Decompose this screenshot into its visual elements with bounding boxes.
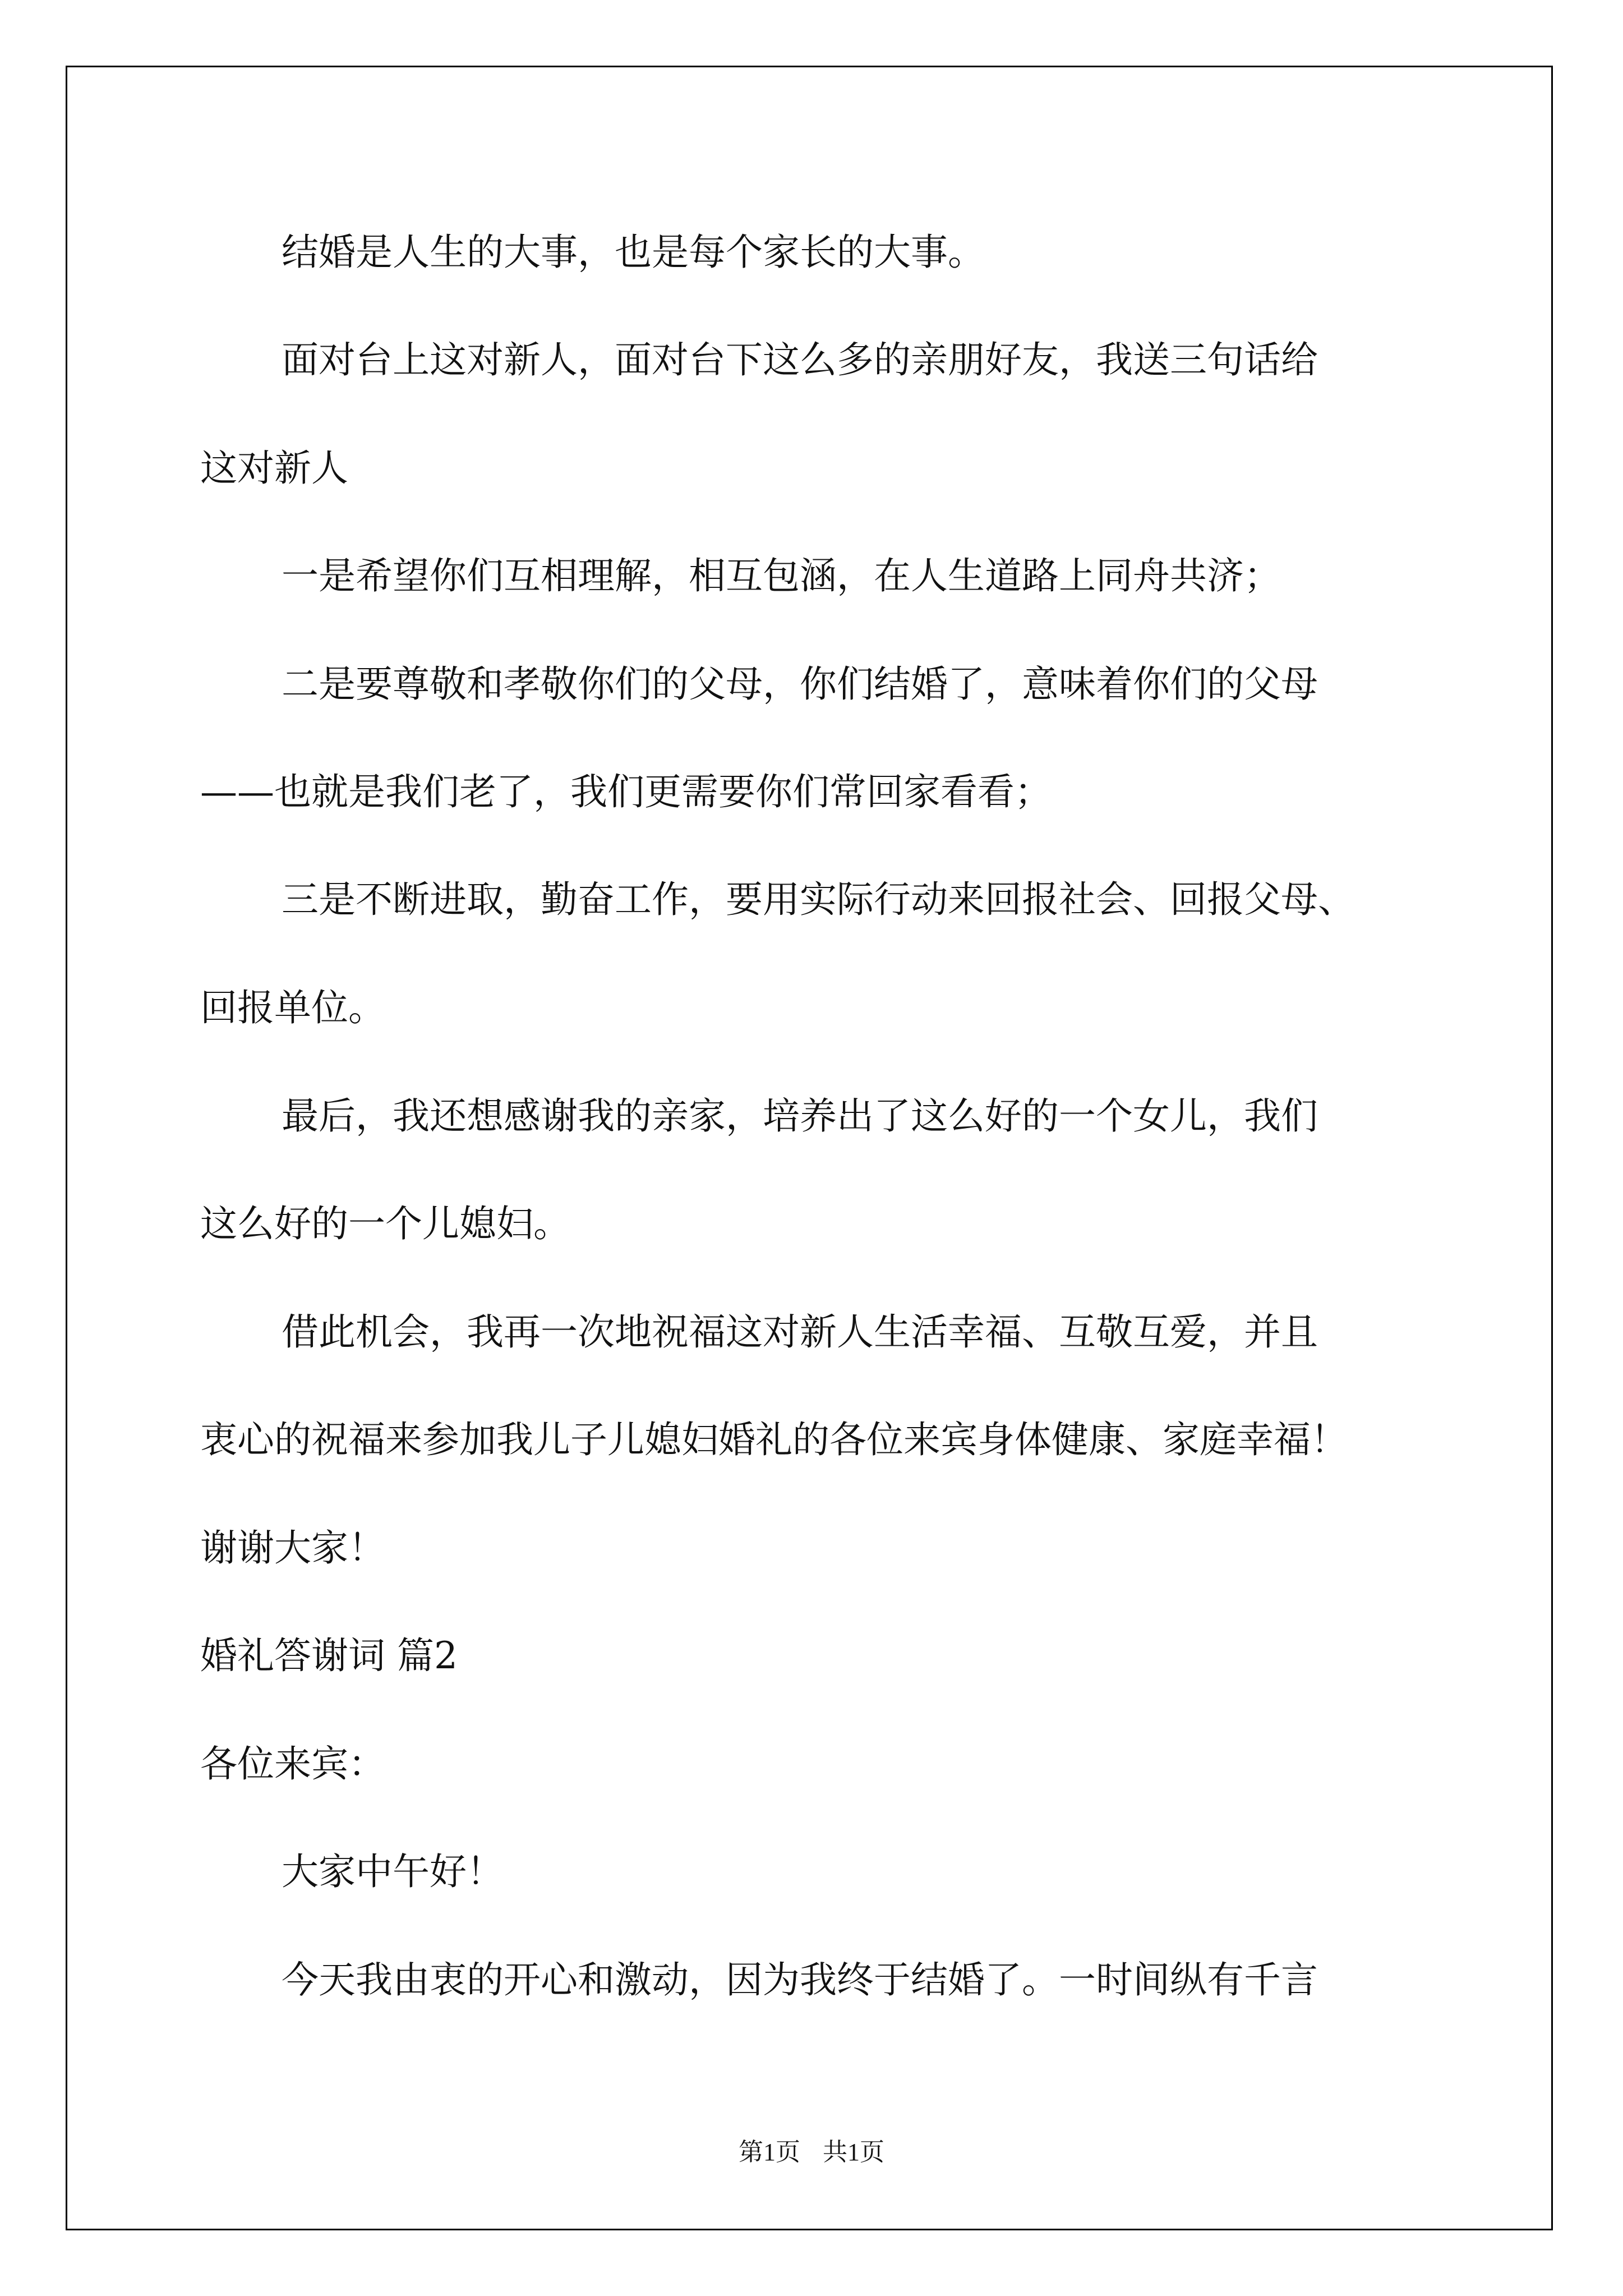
paragraph-line: ——也就是我们老了，我们更需要你们常回家看看； (200, 770, 1052, 813)
paragraph-line: 面对台上这对新人，面对台下这么多的亲朋好友，我送三句话给 (282, 338, 1318, 381)
paragraph-line: 二是要尊敬和孝敬你们的父母，你们结婚了，意味着你们的父母 (282, 662, 1318, 706)
paragraph-line: 衷心的祝福来参加我儿子儿媳妇婚礼的各位来宾身体健康、家庭幸福！ (200, 1418, 1348, 1461)
paragraph-line: 谢谢大家！ (200, 1526, 385, 1570)
page-border (66, 66, 1553, 2230)
paragraph-line: 三是不断进取，勤奋工作，要用实际行动来回报社会、回报父母、 (282, 878, 1355, 921)
paragraph-line: 这么好的一个儿媳妇。 (200, 1202, 570, 1245)
paragraph-line: 这对新人 (200, 447, 348, 490)
paragraph-line: 大家中午好！ (282, 1850, 504, 1893)
paragraph-line: 最后，我还想感谢我的亲家，培养出了这么好的一个女儿，我们 (282, 1094, 1318, 1138)
page-total: 共1页 (823, 2138, 884, 2166)
paragraph-line: 回报单位。 (200, 986, 385, 1029)
paragraph-line: 结婚是人生的大事，也是每个家长的大事。 (282, 231, 985, 274)
salutation: 各位来宾： (200, 1742, 385, 1786)
paragraph-line: 一是希望你们互相理解，相互包涵，在人生道路上同舟共济； (282, 554, 1281, 597)
page-footer (0, 2132, 1623, 2168)
page-number: 第1页 (739, 2138, 800, 2166)
paragraph-line: 借此机会，我再一次地祝福这对新人生活幸福、互敬互爱，并且 (282, 1310, 1318, 1354)
section-heading: 婚礼答谢词 篇2 (200, 1634, 458, 1677)
paragraph-line: 今天我由衷的开心和激动，因为我终于结婚了。一时间纵有千言 (282, 1958, 1318, 2001)
